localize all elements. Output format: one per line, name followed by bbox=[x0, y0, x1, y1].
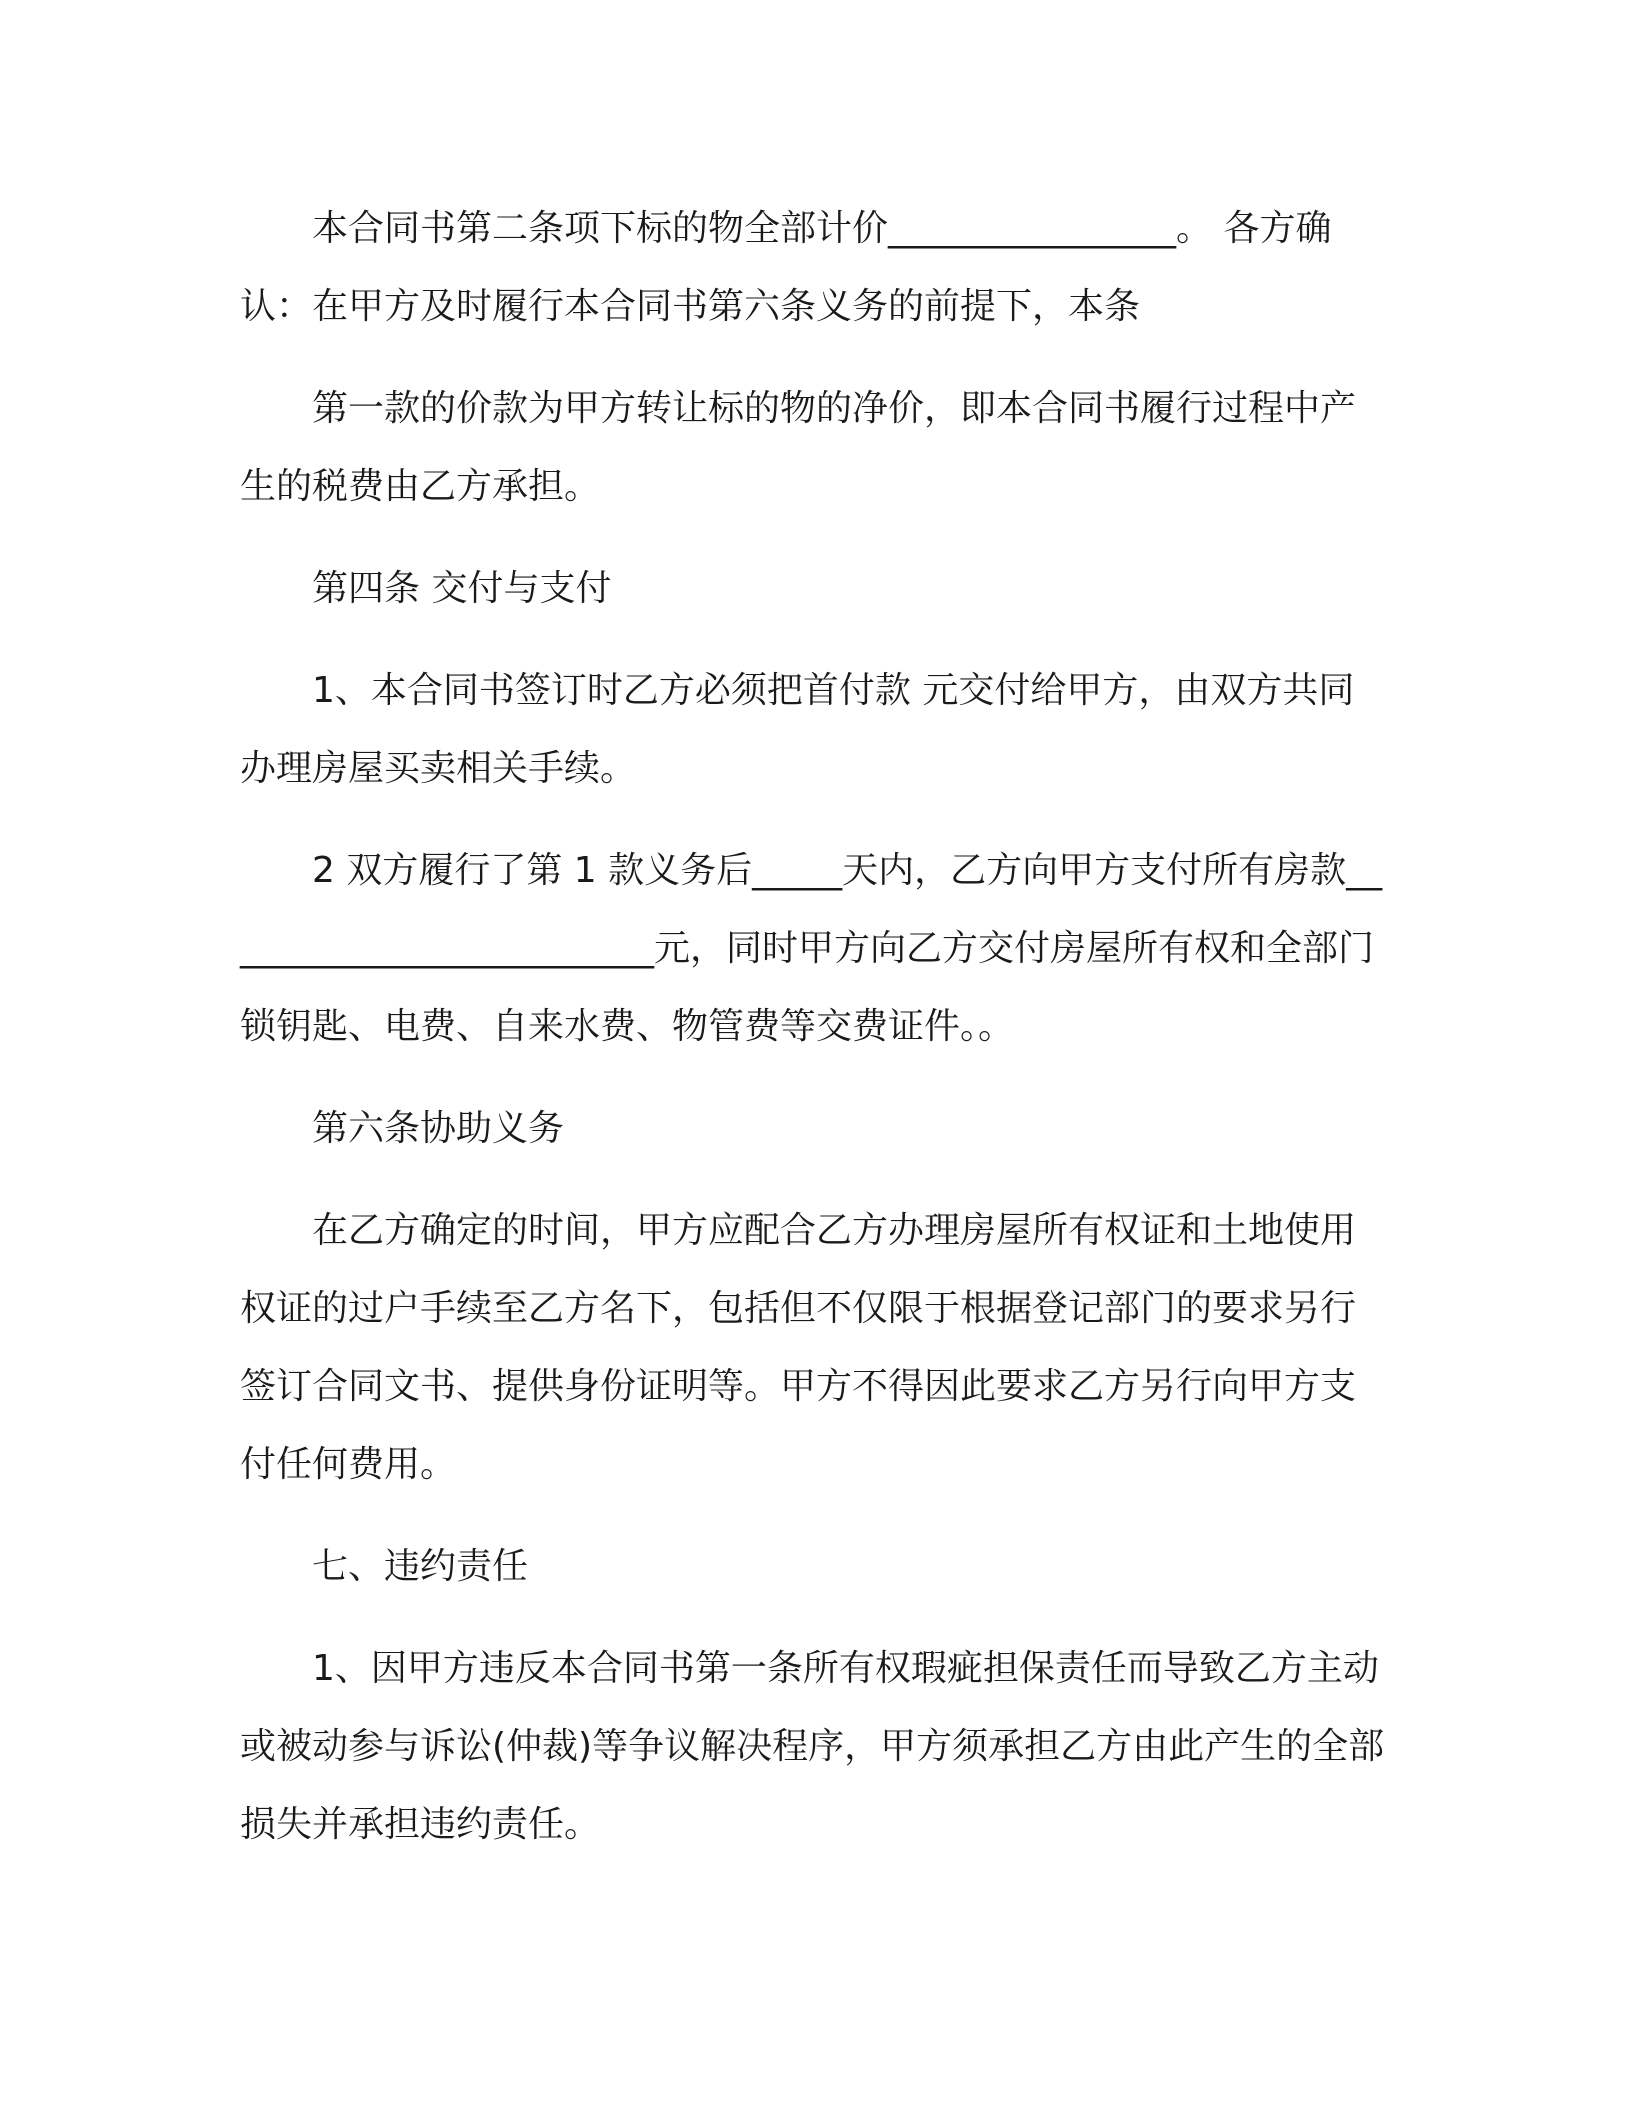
document-page bbox=[240, 190, 1385, 1888]
heading-article-4: 第四条 交付与支付 bbox=[312, 568, 612, 609]
paragraph-net-price: 第一款的价款为甲方转让标的物的净价，即本合同书履行过程中产生的税费由乙方承担。 bbox=[240, 388, 1357, 507]
paragraph-assistance-obligation: 在乙方确定的时间，甲方应配合乙方办理房屋所有权证和土地使用权证的过户手续至乙方名下，包括但不仅限于根据登记部门的要求另行签订合同文书、提供身份证明等。甲方不得因此要求乙方另行向甲方支付任何费用。 bbox=[240, 1210, 1357, 1485]
paragraph-down-payment: 1、本合同书签订时乙方必须把首付款 元交付给甲方，由双方共同办理房屋买卖相关手续。 bbox=[240, 670, 1355, 789]
paragraph-full-payment: 2 双方履行了第 1 款义务后_____天内，乙方向甲方支付所有房款_________________________元，同时甲方向乙方交付房屋所有权和全部门锁钥匙、电费、自来水费、物管费等交费证件。。 bbox=[240, 850, 1383, 1047]
heading-article-6: 第六条协助义务 bbox=[312, 1108, 565, 1149]
heading-article-7: 七、违约责任 bbox=[312, 1546, 529, 1587]
paragraph-price-confirmation: 本合同书第二条项下标的物全部计价________________。 各方确认：在甲方及时履行本合同书第六条义务的前提下，本条 bbox=[240, 208, 1332, 327]
paragraph-breach-liability: 1、因甲方违反本合同书第一条所有权瑕疵担保责任而导致乙方主动或被动参与诉讼(仲裁)等争议解决程序，甲方须承担乙方由此产生的全部损失并承担违约责任。 bbox=[240, 1648, 1385, 1845]
